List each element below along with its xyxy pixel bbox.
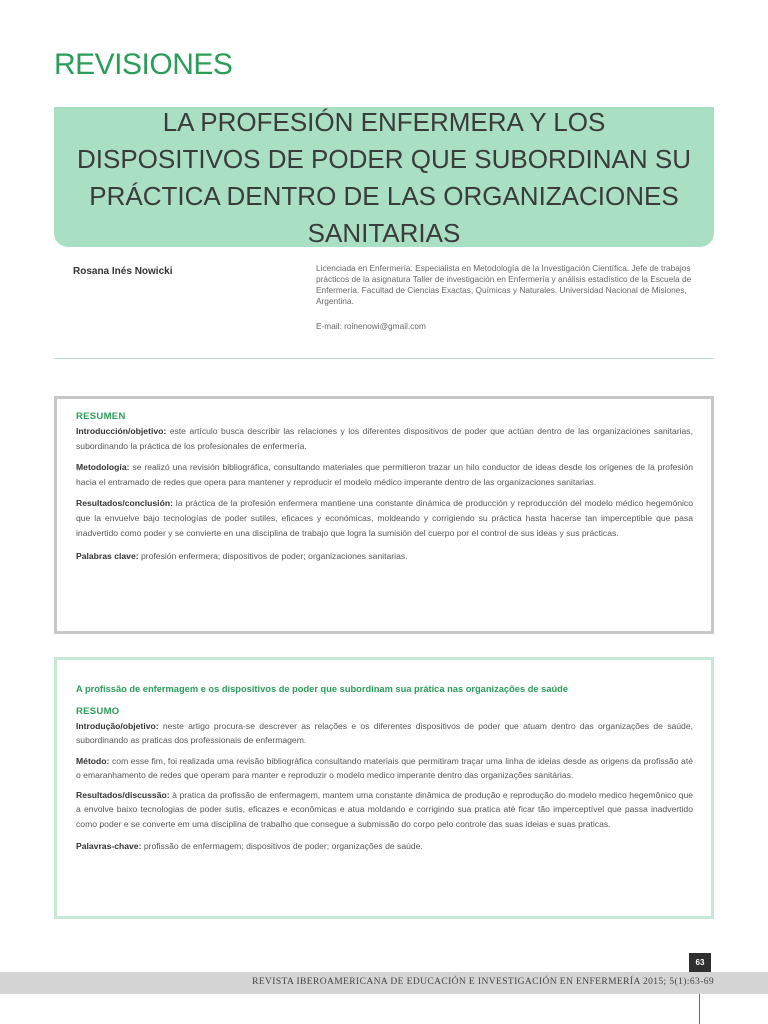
author-affiliation: Licenciada en Enfermería. Especialista en Metodología de la Investigación Científica. Jefe de trabajos prácticos de la asignatura Taller de investigación en Enfermería y análisis estadístico de la Escuela de Enfermería. Facultad de Ciencias Exactas, Químicas y Naturales. Universidad Nacional de Misiones, Argentina. (316, 263, 692, 306)
abstract-keywords-text: profesión enfermera; dispositivos de poder; organizaciones sanitarias. (138, 551, 408, 561)
section-label: REVISIONES (54, 48, 233, 81)
resumo-keywords-label: Palavras-chave: (76, 841, 142, 852)
resumo-results (76, 788, 693, 831)
abstract-results-text: la práctica de la profesión enfermera mantiene una constante dinámica de producción y reproducción del modelo médico hegemónico que la envuelve bajo tecnologías de poder sutiles, eficaces y económicas, moldeando y corrigiendo su práctica hasta hacerse tan imperceptible que pasa inadvertido como poder y se convierte en una disciplina de trabajo que logra la sumisión del cuerpo por el control de sus ideas y sus prácticas. (76, 498, 693, 538)
author-name: Rosana Inés Nowicki (73, 266, 173, 277)
divider (54, 358, 714, 359)
abstract-portuguese-box (54, 657, 714, 919)
resumo-intro (76, 719, 693, 748)
abstract-results-label: Resultados/conclusión: (76, 498, 173, 508)
abstract-spanish-box (54, 396, 714, 634)
resumo-heading: RESUMO (76, 706, 120, 717)
page-edge-line (699, 994, 700, 1024)
abstract-intro-text: este artículo busca describir las relaciones y los diferentes dispositivos de poder que actúan dentro de las organizaciones sanitarias, subordinando la práctica de los profesionales de enfermería. (76, 426, 693, 451)
resumo-results-text: à pratica da profissão de enfermagem, mantem uma constante dinâmica de produção e reprodução do modelo medico hegemônico que a envolve baixo tecnologias de poder sutis, eficazes e econômicas e atua moldando e corrigindo sua pratica até ficar tão imperceptível que passa inadvertido como poder e se converte em uma disciplina de trabalho que consegue a submissão do corpo pelo controle das suas ideias e suas praticas. (76, 790, 693, 829)
page-number: 63 (689, 953, 711, 972)
abstract-results (76, 496, 693, 541)
journal-citation: REVISTA IBEROAMERICANA DE EDUCACIÓN E INVESTIGACIÓN EN ENFERMERÍA 2015; 5(1):63-69 (252, 977, 714, 987)
abstract-method-text: se realizó una revisión bibliográfica, consultando materiales que permitieron trazar un hilo conductor de ideas desde los orígenes de la profesión hacia el entramado de redes que opera para mantener y reproducir el modelo médico imperante dentro de las organizaciones sanitarias. (76, 462, 693, 487)
resumo-results-label: Resultados/discussão: (76, 790, 170, 801)
resumo-method-text: com esse fim, foi realizada uma revisão bibliográfica consultando materiais que permitiram traçar uma linha de ideias desde as origens da profissão até o emaranhamento de redes que operam para manter e reproduzir o modelo medico imperante dentro das organizações sanitárias. (76, 755, 693, 780)
resumo-intro-text: neste artigo procura-se descrever as relações e os diferentes dispositivos de poder que atuam dentro das organizações de saúde, subordinando as praticas dos professionais de enfermagem. (76, 721, 693, 746)
abstract-method-label: Metodología: (76, 462, 130, 472)
abstract-method (76, 460, 693, 490)
author-email: E-mail: roinenowi@gmail.com (316, 321, 426, 331)
resumo-keywords-text: profissão de enfermagem; dispositivos de poder; organizações de saúde. (141, 841, 423, 852)
title-box (54, 107, 714, 247)
abstract-keywords-label: Palabras clave: (76, 551, 139, 561)
resumo-intro-label: Introdução/objetivo: (76, 721, 159, 731)
abstract-heading: RESUMEN (76, 411, 126, 422)
resumo-method-label: Método: (76, 755, 110, 766)
portuguese-title: A profissão de enfermagem e os dispositivos de poder que subordinam sua prática nas organizações de saúde (76, 684, 569, 694)
abstract-intro (76, 424, 693, 454)
resumo-keywords (76, 839, 693, 853)
abstract-intro-label: Introducción/objetivo: (76, 426, 167, 436)
resumo-method (76, 754, 693, 783)
article-title: LA PROFESIÓN ENFERMERA Y LOS DISPOSITIVOS DE PODER QUE SUBORDINAN SU PRÁCTICA DENTRO DE LAS ORGANIZACIONES SANITARIAS (77, 107, 691, 248)
abstract-keywords (76, 549, 693, 564)
